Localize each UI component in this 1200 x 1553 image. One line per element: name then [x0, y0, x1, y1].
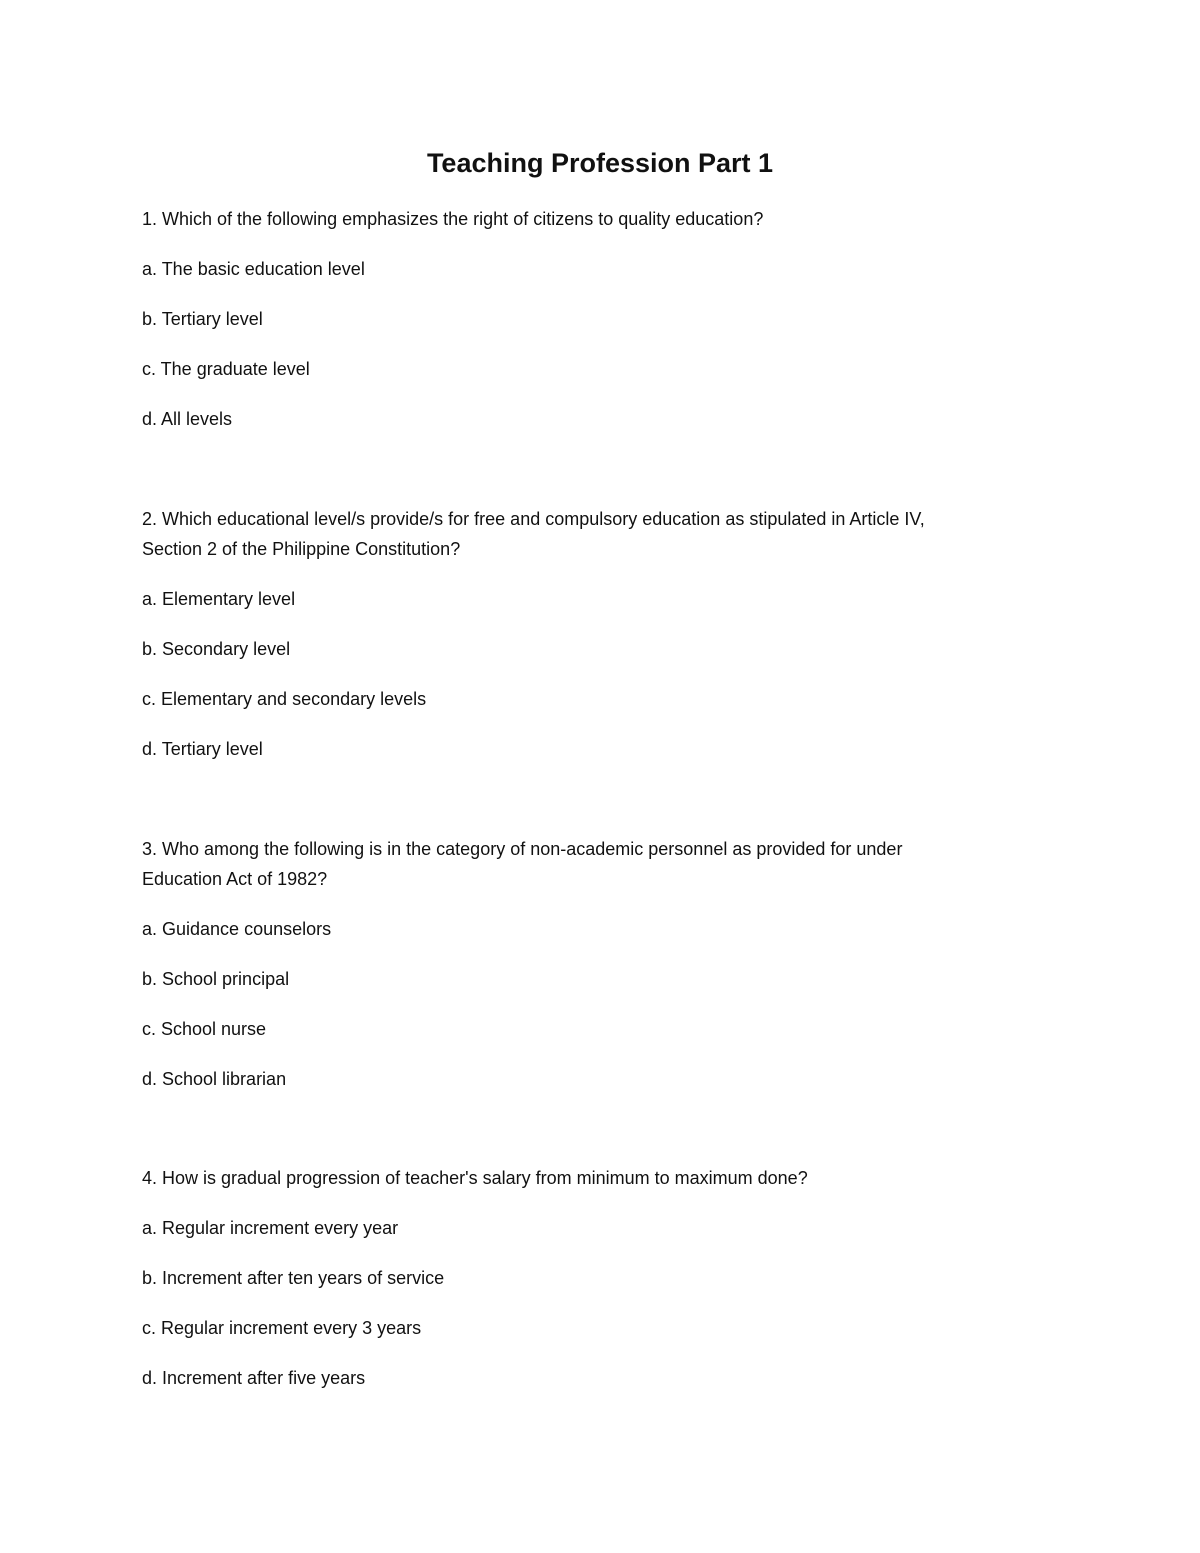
question-1-stem: 1. Which of the following emphasizes the right of citizens to quality education? — [142, 209, 764, 229]
question-3-option-a: a. Guidance counselors — [142, 919, 332, 939]
question-1-option-d: d. All levels — [142, 409, 233, 429]
question-2-option-d: d. Tertiary level — [142, 739, 263, 759]
question-4-option-b: b. Increment after ten years of service — [142, 1268, 445, 1288]
question-1-option-b: b. Tertiary level — [142, 309, 263, 329]
question-3-stem-line-1: 3. Who among the following is in the category of non-academic personnel as provided for under — [142, 839, 903, 859]
document-title: Teaching Profession Part 1 — [426, 148, 774, 178]
question-4-option-c: c. Regular increment every 3 years — [142, 1318, 422, 1338]
question-3-option-c: c. School nurse — [142, 1019, 267, 1039]
question-2-option-a: a. Elementary level — [142, 589, 296, 609]
question-1-option-a: a. The basic education level — [142, 259, 365, 279]
question-3-option-b: b. School principal — [142, 969, 290, 989]
question-2-option-c: c. Elementary and secondary levels — [142, 689, 427, 709]
question-1-option-c: c. The graduate level — [142, 359, 310, 379]
question-2-stem-line-1: 2. Which educational level/s provide/s for free and compulsory education as stipulated in Article IV, — [142, 509, 925, 529]
question-3-option-d: d. School librarian — [142, 1069, 287, 1089]
question-4-stem: 4. How is gradual progression of teacher's salary from minimum to maximum done? — [142, 1168, 808, 1188]
question-3-stem-line-2: Education Act of 1982? — [142, 869, 328, 889]
question-4-option-d: d. Increment after five years — [142, 1368, 366, 1388]
question-4-option-a: a. Regular increment every year — [142, 1218, 399, 1238]
question-2-stem-line-2: Section 2 of the Philippine Constitution? — [142, 539, 461, 559]
question-2-option-b: b. Secondary level — [142, 639, 291, 659]
